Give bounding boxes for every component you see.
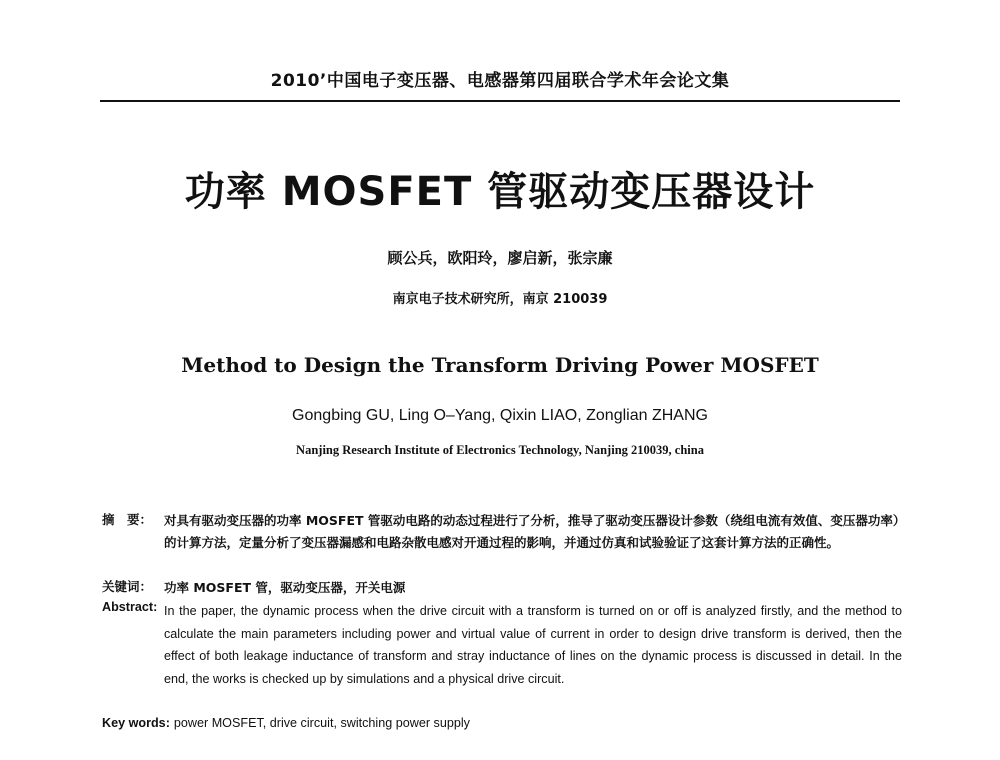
keywords-cn-label: 关键词： [102, 579, 153, 594]
abstract-cn [102, 510, 902, 554]
abstract-cn-label: 摘 要： [102, 512, 153, 527]
paper-title-cn: 功率 MOSFET 管驱动变压器设计 [184, 169, 816, 215]
header-rule [100, 100, 900, 102]
authors-en: Gongbing GU, Ling O–Yang, Qixin LIAO, Zonglian ZHANG [292, 407, 708, 424]
abstract-en-text: In the paper, the dynamic process when the drive circuit with a transform is turned on or off is analyzed firstly, and the method to calculate the main parameters including power and virtual value of current in order to design drive transform is derived, then the effect of both leakage inductance of transform and stray inductance of lines on the dynamic process is discussed in detail. In the end, the works is checked up by simulations and a physical drive circuit. [164, 604, 902, 686]
affiliation-cn: 南京电子技术研究所，南京 210039 [392, 292, 608, 307]
authors-cn: 顾公兵，欧阳玲，廖启新，张宗廉 [387, 249, 613, 267]
keywords-en [102, 716, 902, 730]
keywords-en-label: Key words: [102, 716, 170, 730]
abstract-cn-text: 对具有驱动变压器的功率 MOSFET 管驱动电路的动态过程进行了分析，推导了驱动变压器设计参数（绕组电流有效值、变压器功率）的计算方法，定量分析了变压器漏感和电路杂散电感对开通过程的影响，并通过仿真和试验验证了这套计算方法的正确性。 [164, 513, 900, 550]
affiliation-en: Nanjing Research Institute of Electronics Technology, Nanjing 210039, china [296, 443, 704, 457]
paper-title-en: Method to Design the Transform Driving Power MOSFET [181, 353, 819, 377]
abstract-en [102, 600, 902, 690]
keywords-cn [102, 577, 902, 599]
running-header: 2010’中国电子变压器、电感器第四届联合学术年会论文集 [270, 71, 730, 91]
keywords-en-text: power MOSFET, drive circuit, switching power supply [173, 716, 470, 730]
keywords-cn-text: 功率 MOSFET 管，驱动变压器，开关电源 [164, 580, 406, 595]
abstract-en-label: Abstract: [102, 600, 158, 614]
